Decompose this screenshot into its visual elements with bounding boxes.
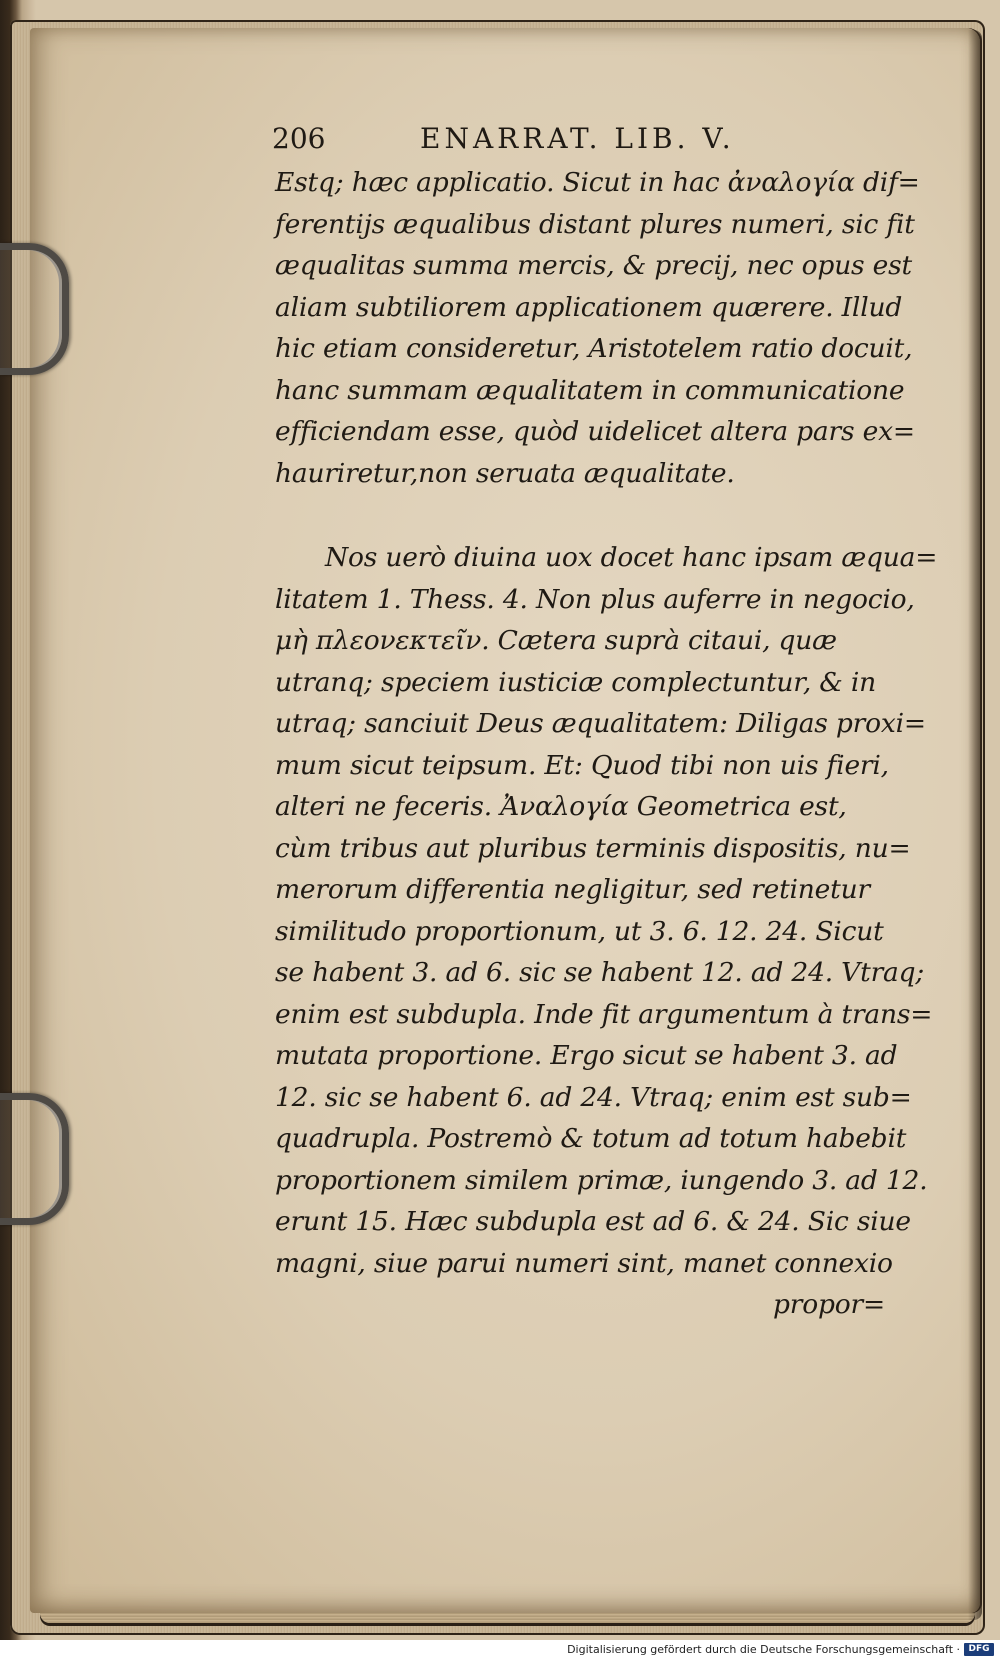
text-line: hanc summam æqualitatem in communicatione — [275, 374, 905, 406]
text-line: Nos uerò diuina uox docet hanc ipsam æqua= — [325, 542, 938, 573]
text-line: alteri ne feceris. Ἀναλογία Geometrica est, — [275, 791, 847, 822]
text-line: utraq; sanciuit Deus æqualitatem: Diligas proxi= — [275, 708, 926, 739]
text-line: hic etiam consideretur, Aristotelem ratio docuit, — [275, 333, 913, 364]
text-line: erunt 15. Hæc subdupla est ad 6. & 24. Sic siue — [275, 1206, 911, 1237]
text-line: æqualitas summa mercis, & precij, nec opus est — [275, 250, 913, 281]
text-line: mum sicut teipsum. Et: Quod tibi non uis fieri, — [275, 749, 889, 781]
paragraph-2 — [275, 537, 938, 1326]
footer — [0, 1640, 1000, 1660]
dfg-logo: DFG — [964, 1643, 994, 1656]
paragraph-1 — [275, 162, 920, 494]
text-line: utranq; speciem iusticiæ complectuntur, & in — [275, 666, 877, 698]
text-line: μὴ πλεονεκτεῖν. Cætera suprà citaui, quæ — [275, 625, 837, 656]
book-clip-icon — [0, 243, 69, 375]
text-line: merorum differentia negligitur, sed retinetur — [275, 874, 870, 905]
text-line: efficiendam esse, quòd uidelicet altera pars ex= — [275, 416, 915, 447]
funding-credit: Digitalisierung gefördert durch die Deutsche Forschungsgemeinschaft · — [567, 1643, 960, 1656]
text-line: magni, siue parui numeri sint, manet connexio — [275, 1247, 893, 1279]
text-line: ferentijs æqualibus distant plures numeri, sic fit — [275, 208, 915, 240]
running-head: ENARRAT. LIB. V. — [420, 122, 735, 155]
text-line: mutata proportione. Ergo sicut se habent 3. ad — [275, 1040, 898, 1071]
page-number: 206 — [272, 122, 326, 155]
text-line: aliam subtiliorem applicationem quærere. Illud — [275, 291, 903, 323]
page-shadow — [968, 30, 982, 1620]
text-line: similitudo proportionum, ut 3. 6. 12. 24. Sicut — [275, 915, 884, 947]
text-line: Estq; hæc applicatio. Sicut in hac ἀναλογία dif= — [275, 167, 920, 198]
text-line: hauriretur,non seruata æqualitate. — [275, 457, 735, 489]
catchword: propor= — [773, 1289, 885, 1320]
text-line: 12. sic se habent 6. ad 24. Vtraq; enim est sub= — [275, 1081, 912, 1113]
text-line: proportionem similem primæ, iungendo 3. ad 12. — [275, 1164, 928, 1196]
page-header — [272, 122, 872, 166]
text-line: enim est subdupla. Inde fit argumentum à trans= — [275, 998, 933, 1030]
text-line: cùm tribus aut pluribus terminis dispositis, nu= — [275, 832, 911, 864]
text-line: litatem 1. Thess. 4. Non plus auferre in negocio, — [275, 583, 915, 615]
text-line: se habent 3. ad 6. sic se habent 12. ad 24. Vtraq; — [275, 957, 925, 988]
book-clip-icon — [0, 1093, 69, 1225]
text-line: quadrupla. Postremò & totum ad totum habebit — [275, 1123, 907, 1154]
